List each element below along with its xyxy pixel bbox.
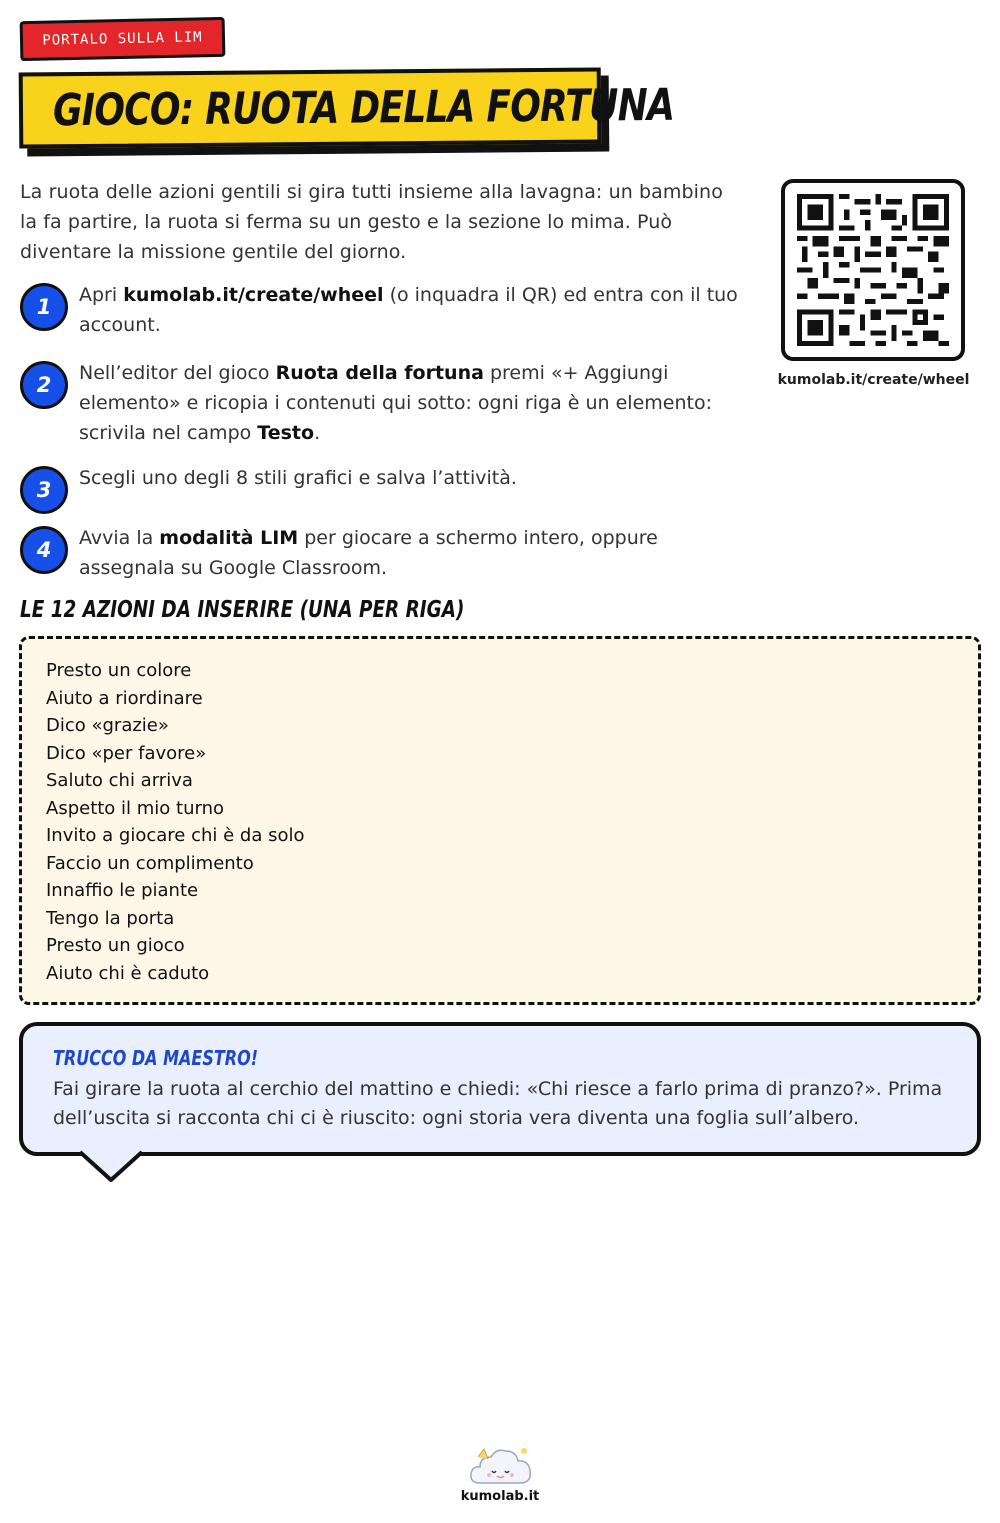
list-item: Innaffio le piante	[46, 880, 199, 901]
step-text-1: Apri kumolab.it/create/wheel (o inquadra il QR) ed entra con il tuo account.	[79, 284, 738, 336]
footer-site-link[interactable]: kumolab.it	[460, 1489, 540, 1504]
qr-link-label[interactable]: kumolab.it/create/wheel	[777, 372, 970, 388]
tip-title: TRUCCO DA MAESTRO!	[53, 1046, 259, 1070]
actions-list	[46, 657, 978, 987]
title-banner	[19, 70, 675, 154]
page-title: GIOCO: RUOTA DELLA FORTUNA	[52, 79, 675, 136]
intro-text: La ruota delle azioni gentili si gira tutti insieme alla lavagna: un bambino la fa partire, la ruota si ferma su un gesto e la sezione lo mima. Può diventare la missione gentile del giorno.	[20, 181, 723, 263]
step-text-2: Nell’editor del gioco Ruota della fortuna premi «+ Aggiungi elemento» e ricopia i contenuti qui sotto: ogni riga è un elemento: scrivila nel campo Testo.	[79, 362, 712, 444]
step-text-3: Scegli uno degli 8 stili grafici e salva l’attività.	[79, 467, 517, 489]
step-link[interactable]: kumolab.it/create/wheel	[123, 284, 384, 306]
step-number-4: 4	[20, 526, 68, 574]
list-item: Presto un gioco	[46, 935, 185, 956]
step-number-1: 1	[20, 283, 68, 331]
step-number-2: 2	[20, 361, 68, 409]
list-item: Invito a giocare chi è da solo	[46, 825, 305, 846]
qr-code-graphic	[797, 194, 949, 346]
step-number-3: 3	[20, 466, 68, 514]
title-box	[19, 67, 675, 148]
list-item: Faccio un complimento	[46, 852, 254, 874]
list-item: Saluto chi arriva	[46, 770, 193, 791]
actions-list-box	[19, 636, 981, 1005]
list-item: Tengo la porta	[46, 907, 175, 929]
tip-text: Fai girare la ruota al cerchio del mattino e chiedi: «Chi riesce a farlo prima di pranzo?». Prima dell’uscita si racconta chi ci è riuscito: ogni storia vera diventa una foglia sull’albero.	[53, 1078, 943, 1129]
cloud-mascot-icon	[466, 1443, 536, 1489]
badge-label: PORTALO SULLA LIM	[20, 17, 226, 61]
qr-code-icon[interactable]	[781, 179, 965, 361]
tip-bubble	[19, 1022, 981, 1156]
list-item: Aiuto chi è caduto	[46, 962, 210, 984]
list-item: Aiuto a riordinare	[46, 687, 203, 709]
actions-section-title: LE 12 AZIONI DA INSERIRE (UNA PER RIGA)	[20, 597, 465, 623]
speech-tail-icon	[78, 1150, 144, 1184]
list-item: Presto un colore	[46, 660, 192, 681]
list-item: Dico «grazie»	[46, 715, 169, 736]
list-item: Aspetto il mio turno	[46, 797, 225, 819]
list-item: Dico «per favore»	[46, 742, 207, 764]
step-text-4: Avvia la modalità LIM per giocare a schermo intero, oppure assegnala su Google Classroom.	[79, 527, 658, 579]
